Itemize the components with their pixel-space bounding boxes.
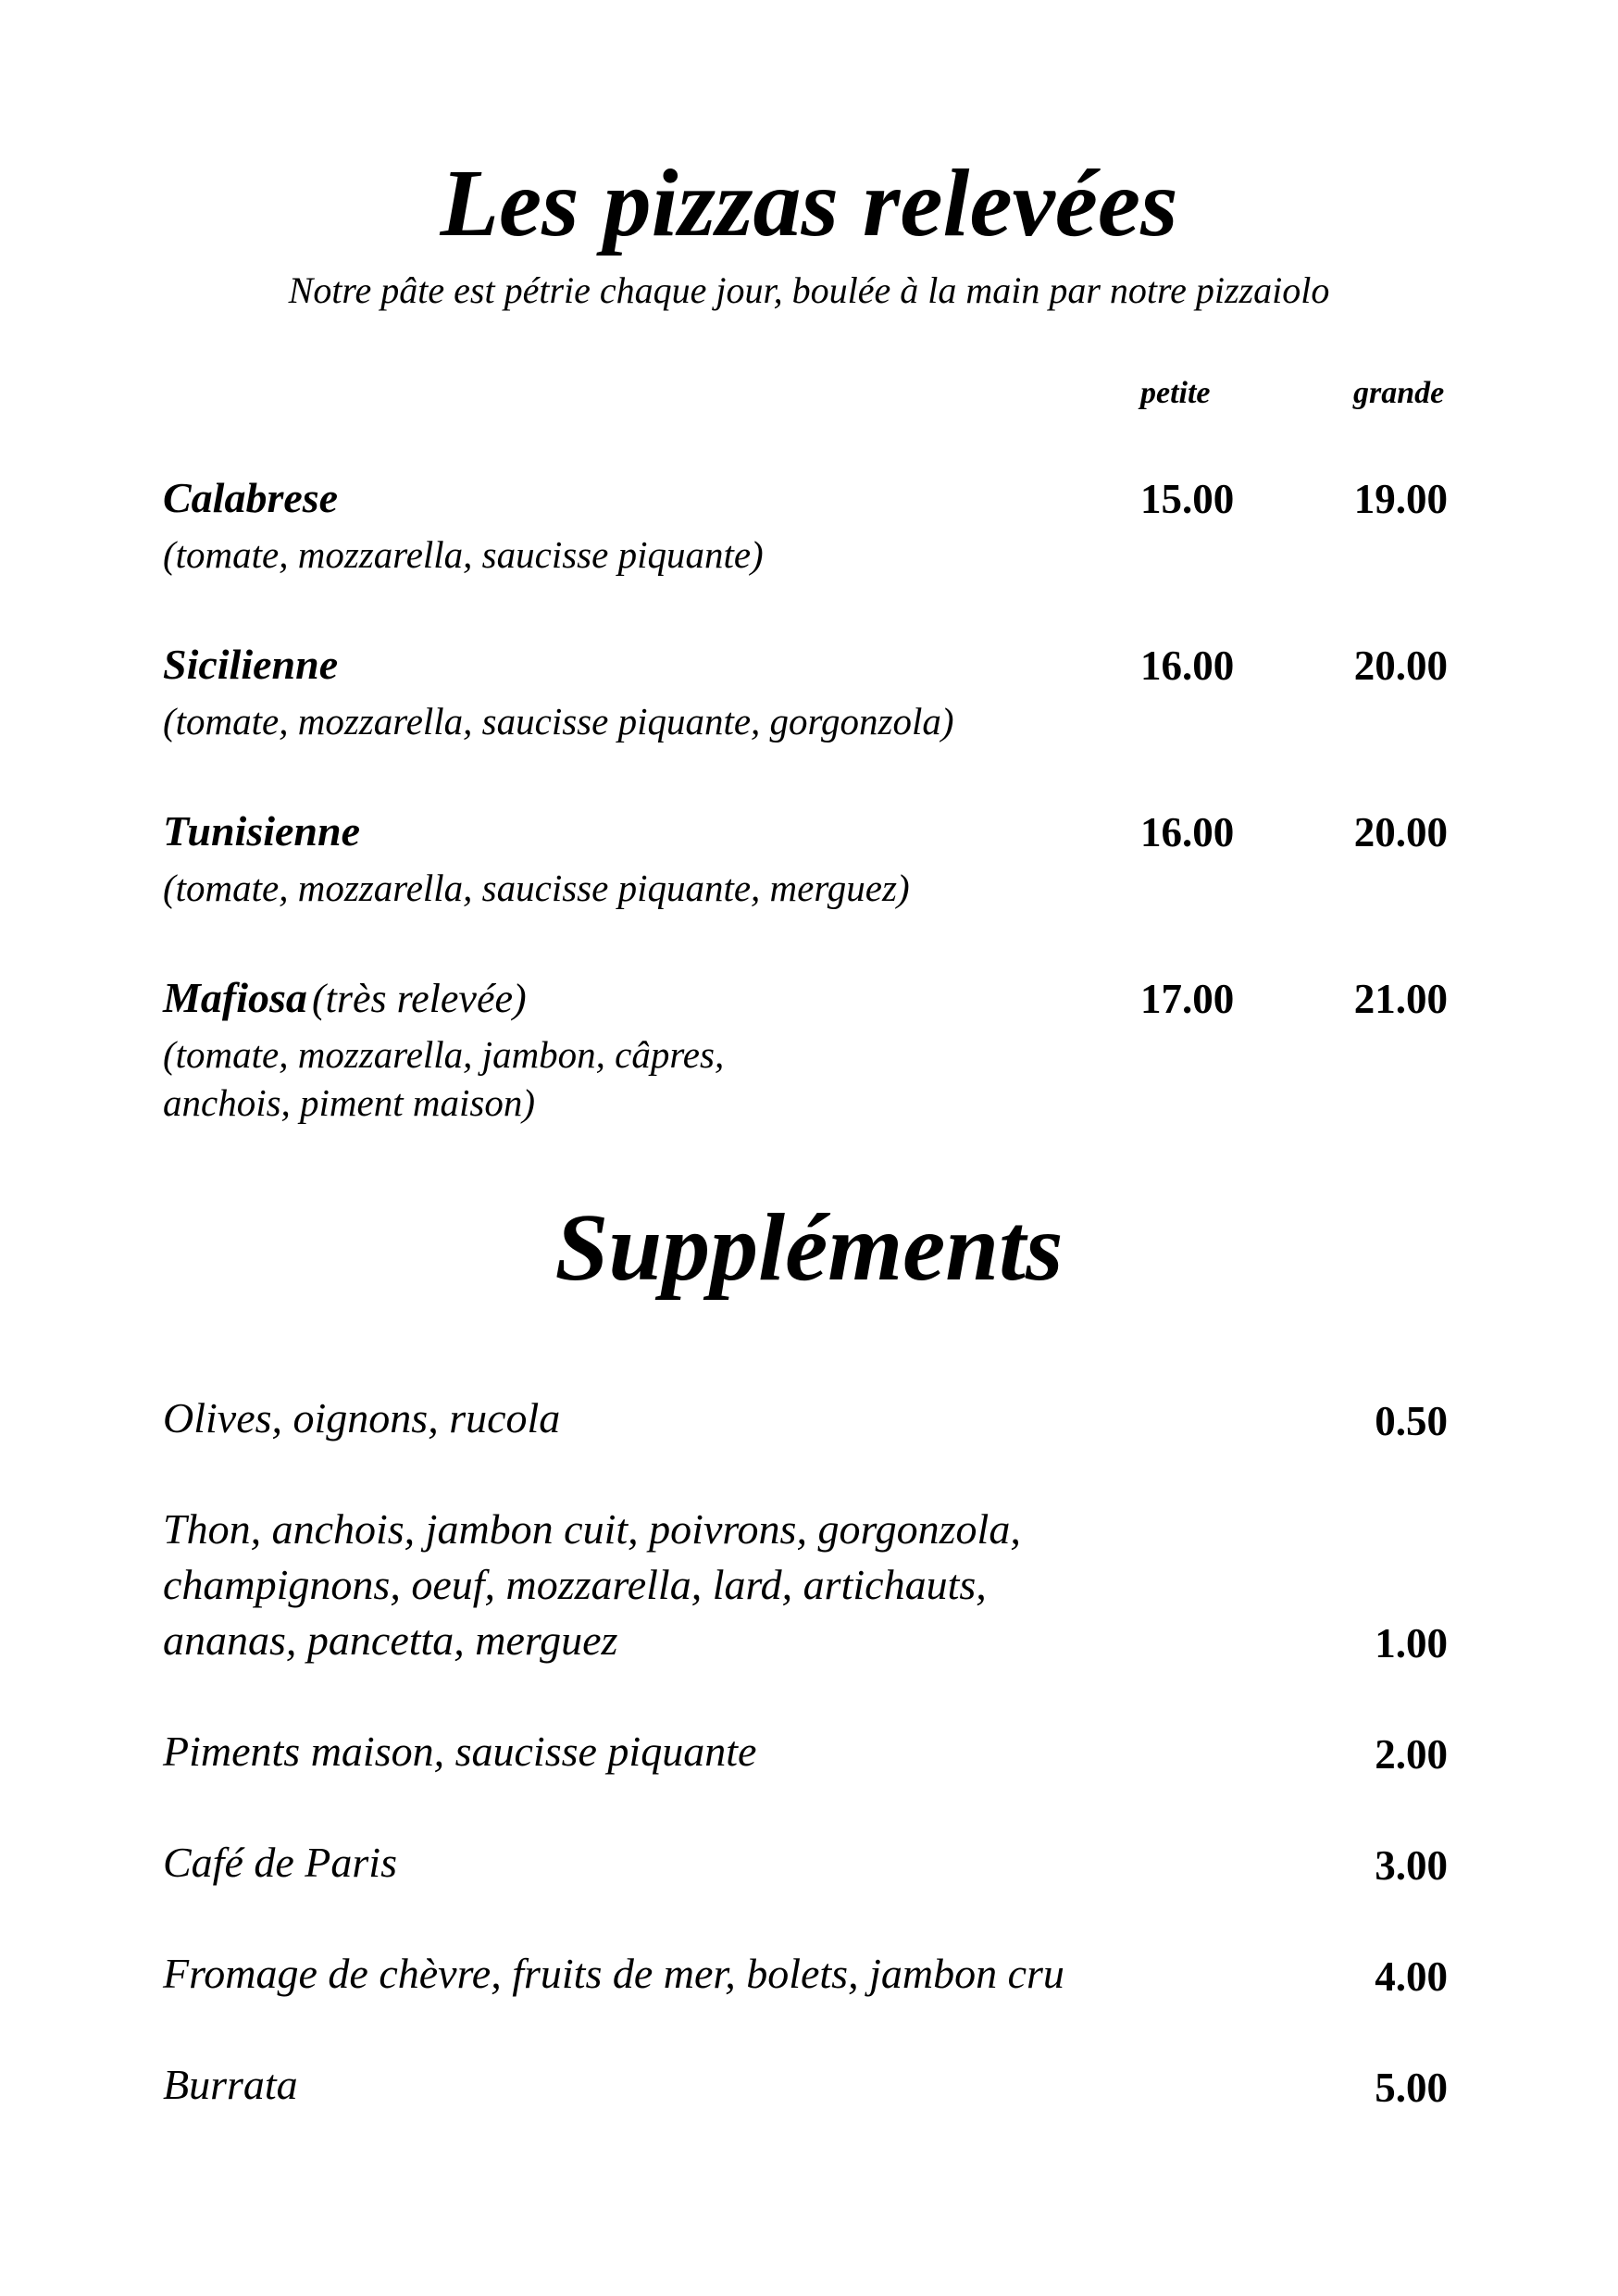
price-grande: 20.00 bbox=[1353, 809, 1448, 855]
price-grande: 19.00 bbox=[1353, 476, 1448, 522]
supplement-price: 2.00 bbox=[1375, 1731, 1448, 1778]
supplement-label: Olives, oignons, rucola bbox=[163, 1394, 561, 1441]
supplement-label: Café de Paris bbox=[163, 1839, 397, 1886]
pizza-name: Tunisienne bbox=[163, 807, 361, 855]
pizza-description: (tomate, mozzarella, jambon, câpres, bbox=[163, 1033, 725, 1076]
supplement-label: Fromage de chèvre, fruits de mer, bolets, jambon cru bbox=[163, 1950, 1064, 1997]
pizza-name: Sicilienne bbox=[163, 641, 339, 688]
price-grande: 20.00 bbox=[1353, 643, 1448, 689]
supplement-label: Burrata bbox=[163, 2061, 298, 2108]
page-subtitle: Notre pâte est pétrie chaque jour, boulée à la main par notre pizzaiolo bbox=[288, 269, 1330, 311]
pizza-name-row bbox=[163, 974, 527, 1021]
price-petite: 17.00 bbox=[1140, 976, 1235, 1022]
pizza-description: (tomate, mozzarella, saucisse piquante) bbox=[163, 533, 764, 576]
price-petite: 16.00 bbox=[1140, 643, 1235, 689]
price-petite: 16.00 bbox=[1140, 809, 1235, 855]
pizza-description: (tomate, mozzarella, saucisse piquante, gorgonzola) bbox=[163, 700, 954, 742]
column-header-grande: grande bbox=[1353, 376, 1445, 410]
supplement-price: 0.50 bbox=[1375, 1398, 1448, 1444]
supplements-title: Suppléments bbox=[554, 1194, 1064, 1301]
supplement-label: Thon, anchois, jambon cuit, poivrons, gorgonzola, bbox=[163, 1505, 1021, 1553]
supplement-label: Piments maison, saucisse piquante bbox=[163, 1728, 757, 1775]
supplement-label: champignons, oeuf, mozzarella, lard, artichauts, bbox=[163, 1561, 987, 1608]
pizza-name: Mafiosa bbox=[163, 974, 307, 1021]
supplement-price: 3.00 bbox=[1375, 1842, 1448, 1889]
price-grande: 21.00 bbox=[1353, 976, 1448, 1022]
supplement-price: 1.00 bbox=[1375, 1620, 1448, 1666]
pizza-description: (tomate, mozzarella, saucisse piquante, merguez) bbox=[163, 867, 910, 909]
price-petite: 15.00 bbox=[1140, 476, 1235, 522]
pizza-name: Calabrese bbox=[163, 474, 339, 521]
supplement-price: 5.00 bbox=[1375, 2065, 1448, 2111]
supplement-label: ananas, pancetta, merguez bbox=[163, 1616, 618, 1664]
supplement-price: 4.00 bbox=[1375, 1953, 1448, 2000]
column-header-petite: petite bbox=[1140, 376, 1211, 410]
pizza-spice-note: (très relevée) bbox=[312, 976, 527, 1021]
pizza-description: anchois, piment maison) bbox=[163, 1081, 535, 1124]
page-title: Les pizzas relevées bbox=[440, 150, 1178, 256]
